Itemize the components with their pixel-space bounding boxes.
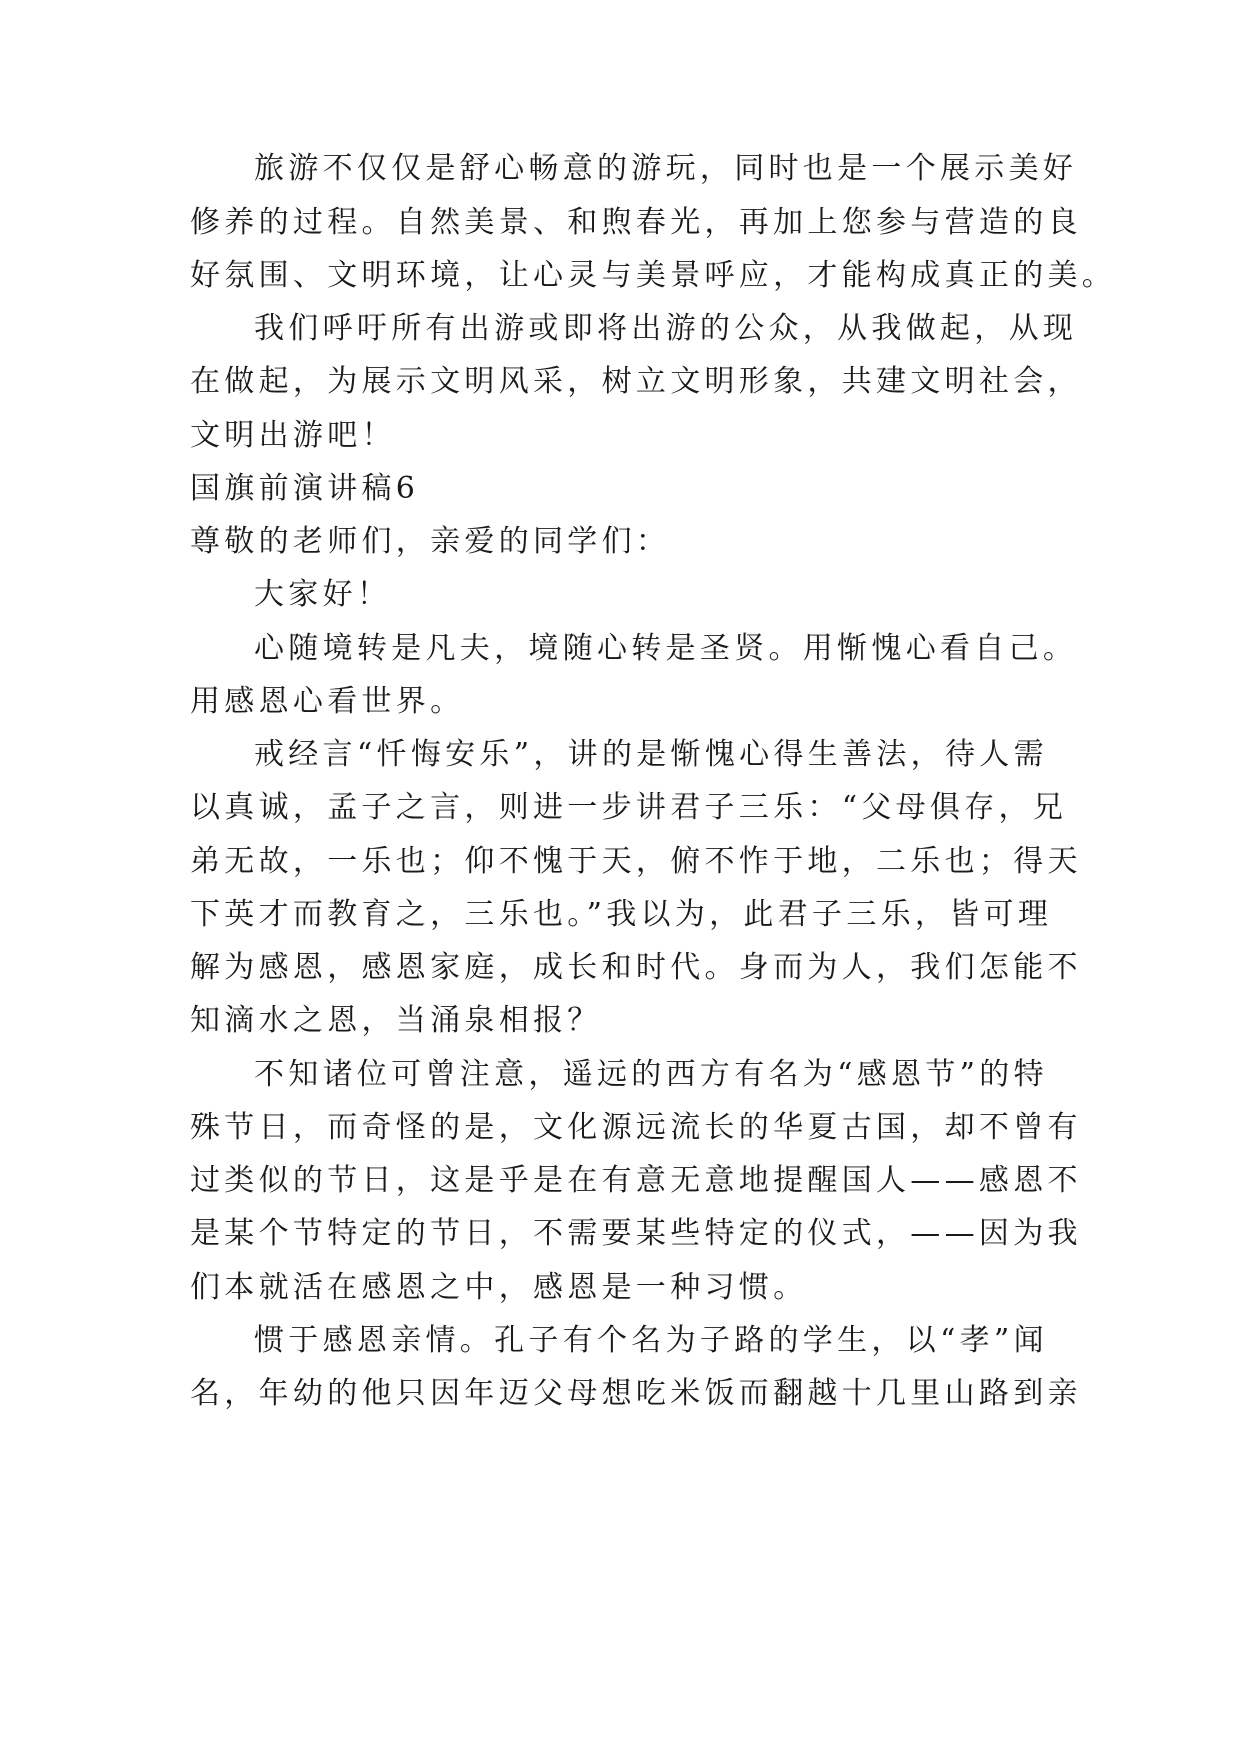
paragraph-line: 心随境转是凡夫，境随心转是圣贤。用惭愧心看自己。	[254, 631, 1078, 666]
paragraph-line: 以真诚，孟子之言，则进一步讲君子三乐：“父母俱存，兄	[190, 790, 1068, 825]
paragraph-line: 不知诸位可曾注意，遥远的西方有名为“感恩节”的特	[254, 1057, 1048, 1092]
paragraph-line: 弟无故，一乐也；仰不愧于天，俯不怍于地，二乐也；得天	[190, 844, 1082, 879]
paragraph-line: 戒经言“忏悔安乐”，讲的是惭愧心得生善法，待人需	[254, 737, 1048, 772]
paragraph-line: 我们呼吁所有出游或即将出游的公众，从我做起，从现	[254, 311, 1078, 346]
paragraph-line: 下英才而教育之，三乐也。”我以为，此君子三乐，皆可理	[190, 897, 1053, 932]
paragraph-line: 惯于感恩亲情。孔子有个名为子路的学生，以“孝”闻	[254, 1323, 1048, 1358]
paragraph-line: 是某个节特定的节日，不需要某些特定的仪式，——因为我	[190, 1216, 1082, 1251]
greeting: 大家好！	[254, 577, 392, 612]
section-heading: 国旗前演讲稿6	[190, 471, 420, 506]
paragraph-line: 名，年幼的他只因年迈父母想吃米饭而翻越十几里山路到亲	[190, 1376, 1082, 1411]
paragraph-line: 在做起，为展示文明风采，树立文明形象，共建文明社会，	[190, 364, 1082, 399]
paragraph-line: 文明出游吧！	[190, 418, 396, 453]
paragraph-line: 过类似的节日，这是乎是在有意无意地提醒国人——感恩不	[190, 1163, 1082, 1198]
paragraph-line: 修养的过程。自然美景、和煦春光，再加上您参与营造的良	[190, 205, 1082, 240]
salutation: 尊敬的老师们，亲爱的同学们：	[190, 524, 671, 559]
paragraph-line: 好氛围、文明环境，让心灵与美景呼应，才能构成真正的美。	[190, 258, 1117, 293]
paragraph-line: 殊节日，而奇怪的是，文化源远流长的华夏古国，却不曾有	[190, 1110, 1082, 1145]
paragraph-line: 们本就活在感恩之中，感恩是一种习惯。	[190, 1270, 808, 1305]
paragraph-line: 旅游不仅仅是舒心畅意的游玩，同时也是一个展示美好	[254, 151, 1078, 186]
paragraph-line: 解为感恩，感恩家庭，成长和时代。身而为人，我们怎能不	[190, 950, 1082, 985]
paragraph-line: 知滴水之恩，当涌泉相报？	[190, 1003, 602, 1038]
paragraph-line: 用感恩心看世界。	[190, 684, 465, 719]
